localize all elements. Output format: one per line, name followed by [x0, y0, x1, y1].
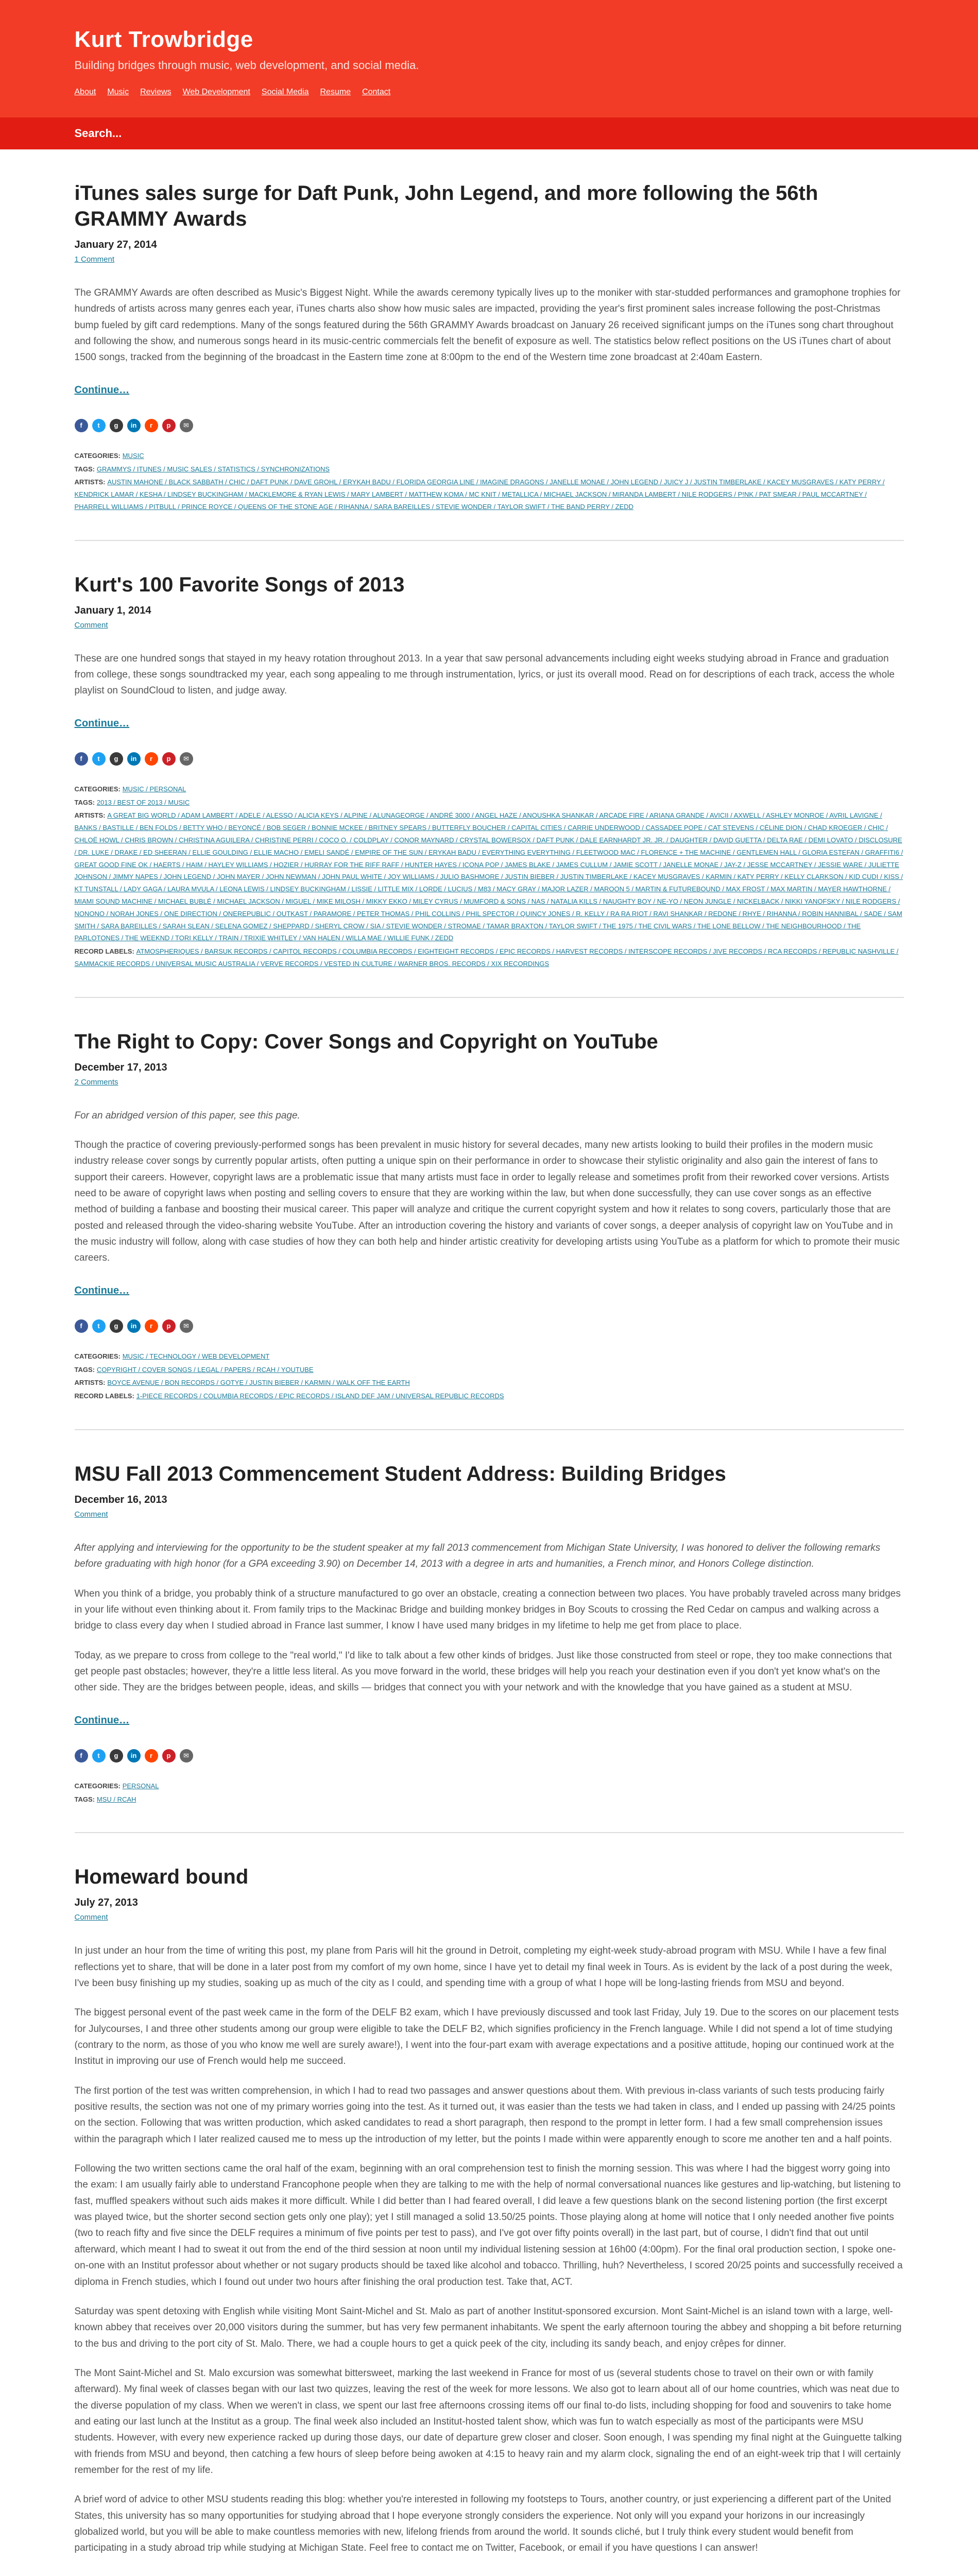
- reddit-icon[interactable]: r: [145, 1749, 158, 1762]
- post-date: December 17, 2013: [74, 1061, 167, 1073]
- post: [75, 149, 904, 541]
- paragraph: The biggest personal event of the past week came in the form of the DELF B2 exam, which I have previously discussed and took last Friday, July 19. Due to the scores on our placement tests for Julycourses, I and three other students among our group were eligible to take the DELF B2, which signifies proficiency in the French language. While I did not spend a lot of time studying (contrary to the norm, as those of you who know me well are surely aware!), I went into the four-part exam with average expectations and a positive attitude, hoping our continued work at the Institut in improving our use of French would help me succeed.: [74, 2007, 899, 2067]
- reddit-icon[interactable]: r: [145, 419, 158, 432]
- linkedin-icon[interactable]: in: [127, 752, 141, 766]
- google-plus-icon[interactable]: g: [110, 752, 123, 766]
- nav-reviews[interactable]: Reviews: [140, 88, 171, 96]
- comments-link[interactable]: Comment: [74, 1913, 108, 1922]
- post-excerpt: [75, 1108, 904, 1266]
- site-title[interactable]: Kurt Trowbridge: [74, 27, 253, 52]
- artists-links[interactable]: AUSTIN MAHONE / BLACK SABBATH / CHIC / DAFT PUNK / DAVE GROHL / ERYKAH BADU / FLORIDA GEORGIA LINE / IMAGINE DRAGONS / JANELLE MONAE / JOHN LEGEND / JUICY J / JUSTIN TIMBERLAKE / KACEY MUSGRAVES / KATY PERRY / KENDRICK LAMAR / KESHA / LINDSEY BUCKINGHAM / MACKLEMORE & RYAN LEWIS / MARY LAMBERT / MATTHEW KOMA / MC KNIT / METALLICA / MICHAEL JACKSON / MIRANDA LAMBERT / NILE RODGERS / P!NK / PAT SMEAR / PAUL MCCARTNEY / PHARRELL WILLIAMS / PITBULL / PRINCE ROYCE / QUEENS OF THE STONE AGE / RIHANNA / SARA BAREILLES / STEVIE WONDER / TAYLOR SWIFT / THE BAND PERRY / ZEDD: [74, 478, 885, 511]
- post-intro: For an abridged version of this paper, see this page.: [74, 1110, 300, 1121]
- paragraph: These are one hundred songs that stayed in my heavy rotation throughout 2013. In a year that saw personal advancements including eight weeks studying abroad in France and graduation from college, these songs soundtracked my year, each song appealing to me through instrumentation, lyrics, or just its overall mood. Read on for descriptions of each track, access the whole playlist on SoundCloud to listen, and judge away.: [74, 653, 895, 697]
- tags-label: TAGS:: [74, 1795, 95, 1803]
- nav-resume[interactable]: Resume: [320, 88, 351, 96]
- post-list: [75, 149, 904, 2576]
- post-excerpt: [75, 285, 904, 366]
- email-icon[interactable]: ✉: [180, 1749, 193, 1762]
- categories-links[interactable]: MUSIC: [122, 451, 144, 460]
- post-taxonomy: [75, 1780, 904, 1806]
- comments-link[interactable]: 2 Comments: [74, 1077, 118, 1087]
- categories-links[interactable]: MUSIC / TECHNOLOGY / WEB DEVELOPMENT: [122, 1352, 270, 1360]
- share-buttons: [75, 1749, 904, 1762]
- post-title[interactable]: The Right to Copy: Cover Songs and Copyright on YouTube: [74, 1030, 658, 1053]
- google-plus-icon[interactable]: g: [110, 1749, 123, 1762]
- post-title[interactable]: Kurt's 100 Favorite Songs of 2013: [74, 573, 405, 596]
- pinterest-icon[interactable]: p: [162, 752, 176, 766]
- continue-link[interactable]: Continue…: [74, 1284, 130, 1296]
- linkedin-icon[interactable]: in: [127, 1319, 141, 1333]
- google-plus-icon[interactable]: g: [110, 419, 123, 432]
- main-nav: [75, 88, 904, 97]
- post-taxonomy: [75, 783, 904, 970]
- paragraph: Following the two written sections came the oral half of the exam, beginning with an oral comprehension test to finish the morning session. This was where I had the biggest worry going into the exam: I am usually fairly able to understand Francophone people when they are talking to me with the help of normal conversational nuances like gestures and lip-watching, but listening to fast, muffled speakers without such aids makes it more difficult. While I did better than I had feared overall, I did leave a few questions blank on the second listening portion (the first excerpt was played twice, but the shorter second section gets only one play); yet I still managed a solid 13.50/25 points. Those playing along at home will notice that I only needed another five points (two to reach fifty and five since the DELF requires a minimum of five points per test to pass), and I've got over fifty points overall) in the last part, but of course, I didn't find that out until afterward, which meant I had to sweat it out from the end of the third session at noon until my individual listening session at 16h00 (4:00pm). For the final oral production section, I spoke one-on-one with an Institut professor about whether or not sugary products should be taxed like alcohol and tobacco. Thrilling, huh? Nevertheless, I scored 20/25 points and successfully received a diploma in French studies, which I found out under two hours after finishing the oral production test. Take that, ACT.: [74, 2163, 903, 2287]
- reddit-icon[interactable]: r: [145, 1319, 158, 1333]
- categories-links[interactable]: MUSIC / PERSONAL: [122, 785, 186, 793]
- categories-links[interactable]: PERSONAL: [122, 1782, 159, 1790]
- artists-label: ARTISTS:: [74, 1379, 106, 1387]
- record-labels-links[interactable]: ATMOSPHERIQUES / BARSUK RECORDS / CAPITOL RECORDS / COLUMBIA RECORDS / EIGHTEIGHT RECORDS / EPIC RECORDS / HARVEST RECORDS / INTERSCOPE RECORDS / JIVE RECORDS / RCA RECORDS / REPUBLIC NASHVILLE / SAMMACKIE RECORDS / UNIVERSAL MUSIC AUSTRALIA / VERVE RECORDS / VESTED IN CULTURE / WARNER BROS. RECORDS / XIX RECORDINGS: [74, 947, 899, 968]
- paragraph: The first portion of the test was written comprehension, in which I had to read two passages and answer questions about them. With previous in-class variants of such tests producing fairly positive results, the section was not one of my primary worries going into the test. As it turned out, it was easier than the tests we had taken in class, and I ended up passing with 24/25 points on the section. Following that was written production, which asked candidates to read a short paragraph, then respond to the prompt in letter form. I had a few small comprehension issues within the paragraph which I later realized caused me to mess up the introduction of my letter, but the points I made within were apparently enough to score me another ten and a half points.: [74, 2085, 896, 2145]
- categories-label: CATEGORIES:: [74, 785, 121, 793]
- site-header: [0, 0, 978, 117]
- post: [75, 541, 904, 998]
- twitter-icon[interactable]: t: [92, 752, 106, 766]
- record-labels-label: RECORD LABELS:: [74, 947, 134, 956]
- google-plus-icon[interactable]: g: [110, 1319, 123, 1333]
- paragraph: When you think of a bridge, you probably think of a structure manufactured to go over an obstacle, creating a connection between two places. You have probably traveled across many bridges in your life without even thinking about it. From family trips to the Mackinac Bridge and building monkey bridges in Boy Scouts to crossing the Red Cedar on campus and walking across a bridge to class every day when I studied abroad in France last summer, I know I have used many bridges in my lifetime to help me get from place to place.: [74, 1588, 901, 1632]
- post-excerpt: [75, 651, 904, 699]
- categories-label: CATEGORIES:: [74, 1782, 121, 1790]
- share-buttons: [75, 752, 904, 766]
- facebook-icon[interactable]: f: [75, 1749, 88, 1762]
- record-labels-label: RECORD LABELS:: [74, 1392, 134, 1400]
- comments-link[interactable]: Comment: [74, 1510, 108, 1519]
- post-title[interactable]: MSU Fall 2013 Commencement Student Address: Building Bridges: [74, 1462, 726, 1485]
- post-intro: After applying and interviewing for the opportunity to be the student speaker at my fall 2013 commencement from Michigan State University, I was honored to deliver the following remarks before graduating with high honor (for a GPA exceeding 3.90) on December 14, 2013 with a degree in arts and humanities, a French minor, and Honors College distinction.: [74, 1542, 881, 1570]
- paragraph: The GRAMMY Awards are often described as Music's Biggest Night. While the awards ceremony typically lives up to the moniker with star-studded performances and gramophone trophies for hundreds of artists across many genres each year, iTunes charts also show how music sales are impacted, providing the year's first prominent sales increase following the post-Christmas bump fueled by gift card redemptions. Many of the songs featured during the 56th GRAMMY Awards broadcast on January 26 received significant jumps on the iTunes song chart throughout and following the show, and numerous songs heard in its music-centric commercials felt the benefit of exposure as well. The statistics below reflect positions on the US iTunes chart of about 1500 songs, tracked from the beginning of the broadcast in the Eastern time zone at 8:00pm to the end of the Western time zone broadcast at 2:40am Eastern.: [74, 287, 901, 363]
- post-excerpt: [75, 1540, 904, 1696]
- nav-music[interactable]: Music: [107, 88, 129, 96]
- artists-links[interactable]: A GREAT BIG WORLD / ADAM LAMBERT / ADELE / ALESSO / ALICIA KEYS / ALPINE / ALUNAGEORGE / ANDRÉ 3000 / ANGEL HAZE / ANOUSHKA SHANKAR / ARCADE FIRE / ARIANA GRANDE / AVICII / AXWELL / ASHLEY MONROE / AVRIL LAVIGNE / BANKS / BASTILLE / BEN FOLDS / BETTY WHO / BEYONCÉ / BOB SEGER / BONNIE MCKEE / BRITNEY SPEARS / BUTTERFLY BOUCHER / CAPITAL CITIES / CARRIE UNDERWOOD / CASSADEE POPE / CAT STEVENS / CÉLINE DION / CHAD KROEGER / CHIC / CHLOË HOWL / CHRIS BROWN / CHRISTINA AGUILERA / CHRISTINE PERRI / COCO O. / COLDPLAY / CONOR MAYNARD / CRYSTAL BOWERSOX / DAFT PUNK / DALE EARNHARDT JR. JR. / DAUGHTER / DAVID GUETTA / DELTA RAE / DEMI LOVATO / DISCLOSURE / DR. LUKE / DRAKE / ED SHEERAN / ELLIE GOULDING / ELLIE MACHO / EMELI SANDÉ / EMPIRE OF THE SUN / ERYKAH BADU / EVERYTHING EVERYTHING / FLEETWOOD MAC / FLORENCE + THE MACHINE / GENTLEMEN HALL / GLORIA ESTEFAN / GRAFFITI6 / GREAT GOOD FINE OK / HAERTS / HAIM / HAYLEY WILLIAMS / HOZIER / HURRAY FOR THE RIFF RAFF / HUNTER HAYES / ICONA POP / JAMES BLAKE / JAMES CULLUM / JAMIE SCOTT / JANELLE MONAE / JAY-Z / JESSE MCCARTNEY / JESSIE WARE / JULIETTE JOHNSON / JIMMY NAPES / JOHN LEGEND / JOHN MAYER / JOHN NEWMAN / JOHN PAUL WHITE / JOY WILLIAMS / JULIO BASHMORE / JUSTIN BIEBER / JUSTIN TIMBERLAKE / KACEY MUSGRAVES / KARMIN / KATY PERRY / KELLY CLARKSON / KID CUDI / KISS / KT TUNSTALL / LADY GAGA / LAURA MVULA / LEONA LEWIS / LINDSEY BUCKINGHAM / LISSIE / LITTLE MIX / LORDE / LUCIUS / M83 / MACY GRAY / MAJOR LAZER / MAROON 5 / MARTIN & FUTUREBOUND / MAX FROST / MAX MARTIN / MAYER HAWTHORNE / MIAMI SOUND MACHINE / MICHAEL BUBLÉ / MICHAEL JACKSON / MIGUEL / MIKE MILOSH / MIKKY EKKO / MILEY CYRUS / MUMFORD & SONS / NAS / NATALIA KILLS / NAUGHTY BOY / NE-YO / NEON JUNGLE / NICKELBACK / NIKKI YANOFSKY / NILE RODGERS / NONONO / NORAH JONES / ONE DIRECTION / ONEREPUBLIC / OUTKAST / PARAMORE / PETER THOMAS / PHIL COLLINS / PHIL SPECTOR / QUINCY JONES / R. KELLY / RA RA RIOT / RAVI SHANKAR / REDONE / RHYE / RIHANNA / ROBIN HANNIBAL / SADE / SAM SMITH / SARA BAREILLES / SARAH SLEAN / SELENA GOMEZ / SHEPPARD / SHERYL CROW / SIA / STEVIE WONDER / STROMAE / TAMAR BRAXTON / TAYLOR SWIFT / THE 1975 / THE CIVIL WARS / THE LONE BELLOW / THE NEIGHBOURHOOD / THE PARLOTONES / THE WEEKND / TORI KELLY / TRAIN / TRIXIE WHITLEY / VAN HALEN / WILLA MAE / WILLIE FUNK / ZEDD: [74, 811, 903, 942]
- record-labels-links[interactable]: 1-PIECE RECORDS / COLUMBIA RECORDS / EPIC RECORDS / ISLAND DEF JAM / UNIVERSAL REPUBLIC RECORDS: [136, 1392, 504, 1400]
- facebook-icon[interactable]: f: [75, 1319, 88, 1333]
- email-icon[interactable]: ✉: [180, 1319, 193, 1333]
- paragraph: Saturday was spent detoxing with English while visiting Mont Saint-Michel and St. Malo as part of another Institut-sponsored excursion. Mont Saint-Michel is an island town with a large, well-known abbey that receives over 20,000 visitors during the summer, but has very few permanent inhabitants. We spent the early afternoon touring the abbey and shopping a bit before returning to the bus and driving to the port city of St. Malo. There, we had a couple hours to get a quick peek of the city, including its sandy beach, and enjoy crêpes for dinner.: [74, 2306, 902, 2349]
- post-taxonomy: [75, 450, 904, 513]
- tags-label: TAGS:: [74, 465, 95, 473]
- tags-links[interactable]: GRAMMYS / ITUNES / MUSIC SALES / STATISTICS / SYNCHRONIZATIONS: [96, 465, 330, 473]
- post-title[interactable]: Homeward bound: [74, 1866, 249, 1889]
- share-buttons: [75, 1319, 904, 1333]
- email-icon[interactable]: ✉: [180, 752, 193, 766]
- pinterest-icon[interactable]: p: [162, 1749, 176, 1762]
- reddit-icon[interactable]: r: [145, 752, 158, 766]
- categories-label: CATEGORIES:: [74, 451, 121, 460]
- share-buttons: [75, 419, 904, 432]
- pinterest-icon[interactable]: p: [162, 1319, 176, 1333]
- tags-label: TAGS:: [74, 1365, 95, 1374]
- tags-links[interactable]: MSU / RCAH: [96, 1795, 136, 1803]
- nav-contact[interactable]: Contact: [362, 88, 391, 96]
- site-tagline: Building bridges through music, web development, and social media.: [74, 59, 419, 72]
- twitter-icon[interactable]: t: [92, 1319, 106, 1333]
- facebook-icon[interactable]: f: [75, 419, 88, 432]
- artists-links[interactable]: BOYCE AVENUE / BON RECORDS / GOTYE / JUSTIN BIEBER / KARMIN / WALK OFF THE EARTH: [107, 1379, 410, 1387]
- email-icon[interactable]: ✉: [180, 419, 193, 432]
- search-input[interactable]: [75, 127, 384, 140]
- pinterest-icon[interactable]: p: [162, 419, 176, 432]
- linkedin-icon[interactable]: in: [127, 1749, 141, 1762]
- post-taxonomy: [75, 1350, 904, 1402]
- paragraph: The Mont Saint-Michel and St. Malo excursion was somewhat bittersweet, marking the last weekend in France for most of us (several students chose to travel on their own or with family afterward). My final week of classes began with our last two quizzes, leaving the rest of the week for more lessons. We also got to learn about all of our home countries, which was neat due to the diverse population of my class. When we weren't in class, we spent our last free afternoons crossing items off our final to-do lists, including shopping for food and souvenirs to take home and eating our last lunch at the Institut as a group. The final week also included an Institut-hosted talent show, which was fun to watch especially as most of the participants were MSU students. However, with every new experience racked up during those days, our date of departure grew closer and closer. Soon enough, I was spending my final night at the Guinguette talking with friends from MSU and beyond, then catching a few hours of sleep before being awoken at 4:15 to heavy rain and my alarm clock, signaling the end of an eight-week trip that I will certainly remember for the rest of my life.: [74, 2367, 902, 2476]
- artists-label: ARTISTS:: [74, 478, 106, 486]
- post-date: January 1, 2014: [74, 604, 151, 616]
- post-excerpt: [75, 1943, 904, 2556]
- nav-web-development[interactable]: Web Development: [182, 88, 250, 96]
- paragraph: In just under an hour from the time of writing this post, my plane from Paris will hit the ground in Detroit, completing my eight-week study-abroad program with MSU. While I have a few final reflections yet to share, that will be done in a later post from my comfort of my own home, since I have yet to detail my final week in Tours. As is evident by the lack of a post during the week, I've been busy finishing up my studies, soaking up as much of the city as I could, and spending time with a group of what I hope will be long-lasting friends from MSU and beyond.: [74, 1945, 893, 1989]
- nav-social-media[interactable]: Social Media: [261, 88, 309, 96]
- categories-label: CATEGORIES:: [74, 1352, 121, 1360]
- twitter-icon[interactable]: t: [92, 419, 106, 432]
- search-bar: [0, 117, 978, 149]
- artists-label: ARTISTS:: [74, 811, 106, 820]
- post-date: July 27, 2013: [74, 1897, 138, 1909]
- tags-links[interactable]: 2013 / BEST OF 2013 / MUSIC: [96, 798, 190, 806]
- post-date: January 27, 2014: [74, 239, 157, 250]
- post: [75, 1833, 904, 2576]
- facebook-icon[interactable]: f: [75, 752, 88, 766]
- continue-link[interactable]: Continue…: [74, 384, 130, 396]
- continue-link[interactable]: Continue…: [74, 1714, 130, 1726]
- post: [75, 1430, 904, 1833]
- linkedin-icon[interactable]: in: [127, 419, 141, 432]
- tags-links[interactable]: COPYRIGHT / COVER SONGS / LEGAL / PAPERS / RCAH / YOUTUBE: [96, 1365, 314, 1374]
- paragraph: A brief word of advice to other MSU students reading this blog: whether you're interested in following my footsteps to Tours, another country, or just experiencing a different part of the United States, this university has so many opportunities for studying abroad that I hope everyone strongly considers the experience. Not only will you expand your horizons in our increasingly globalized world, but you will be able to make countless memories with new, lifelong friends from around the world. It sounds cliché, but I truly think every student would benefit from participating in a study abroad trip while studying at Michigan State. Feel free to contact me on Twitter, Facebook, or email if you have questions I can answer!: [74, 2494, 891, 2554]
- continue-link[interactable]: Continue…: [74, 717, 130, 729]
- comments-link[interactable]: 1 Comment: [74, 255, 115, 264]
- post-title[interactable]: iTunes sales surge for Daft Punk, John Legend, and more following the 56th GRAMMY Awards: [74, 182, 818, 230]
- twitter-icon[interactable]: t: [92, 1749, 106, 1762]
- post-date: December 16, 2013: [74, 1494, 167, 1505]
- comments-link[interactable]: Comment: [74, 620, 108, 630]
- tags-label: TAGS:: [74, 798, 95, 806]
- nav-about[interactable]: About: [74, 88, 96, 96]
- paragraph: Today, as we prepare to cross from college to the "real world," I'd like to talk about a few other kinds of bridges. Just like those constructed from steel or rope, they too make connections that get people past obstacles; however, they're a little less literal. As you move forward in the world, these bridges will help you reach your destination even if you don't yet know what's on the other side. They are the bridges between people, ideas, and skills — bridges that connect you with your network and with the knowledge that you have gained as a student at MSU.: [74, 1650, 892, 1693]
- post: [75, 998, 904, 1430]
- paragraph: Though the practice of covering previously-performed songs has been prevalent in music history for several decades, many new artists looking to build their profiles in the modern music industry release cover songs by currently popular artists, often putting a unique spin on their performance in order to showcase their stylistic originality and also gain the interest of fans to support their careers. However, copyright laws are a problematic issue that many artists must face in order to legally release and sometimes profit from their reworked cover versions. Artists need to be aware of copyright laws when posting and selling covers to ensure that they are working within the law, but when done successfully, they can use cover songs as an effective method of building a fanbase and boosting their musical career. This paper will analyze and critique the current copyright system and how it relates to song covers, particularly those that are posted and released through the video-sharing website YouTube. After an introduction covering the history and variants of cover songs, a deeper analysis of copyright law on YouTube and in the music industry will follow, along with case studies of how they can both help and hinder artistic creativity for developing artists using YouTube as a platform for which to promote their music careers.: [74, 1140, 900, 1264]
